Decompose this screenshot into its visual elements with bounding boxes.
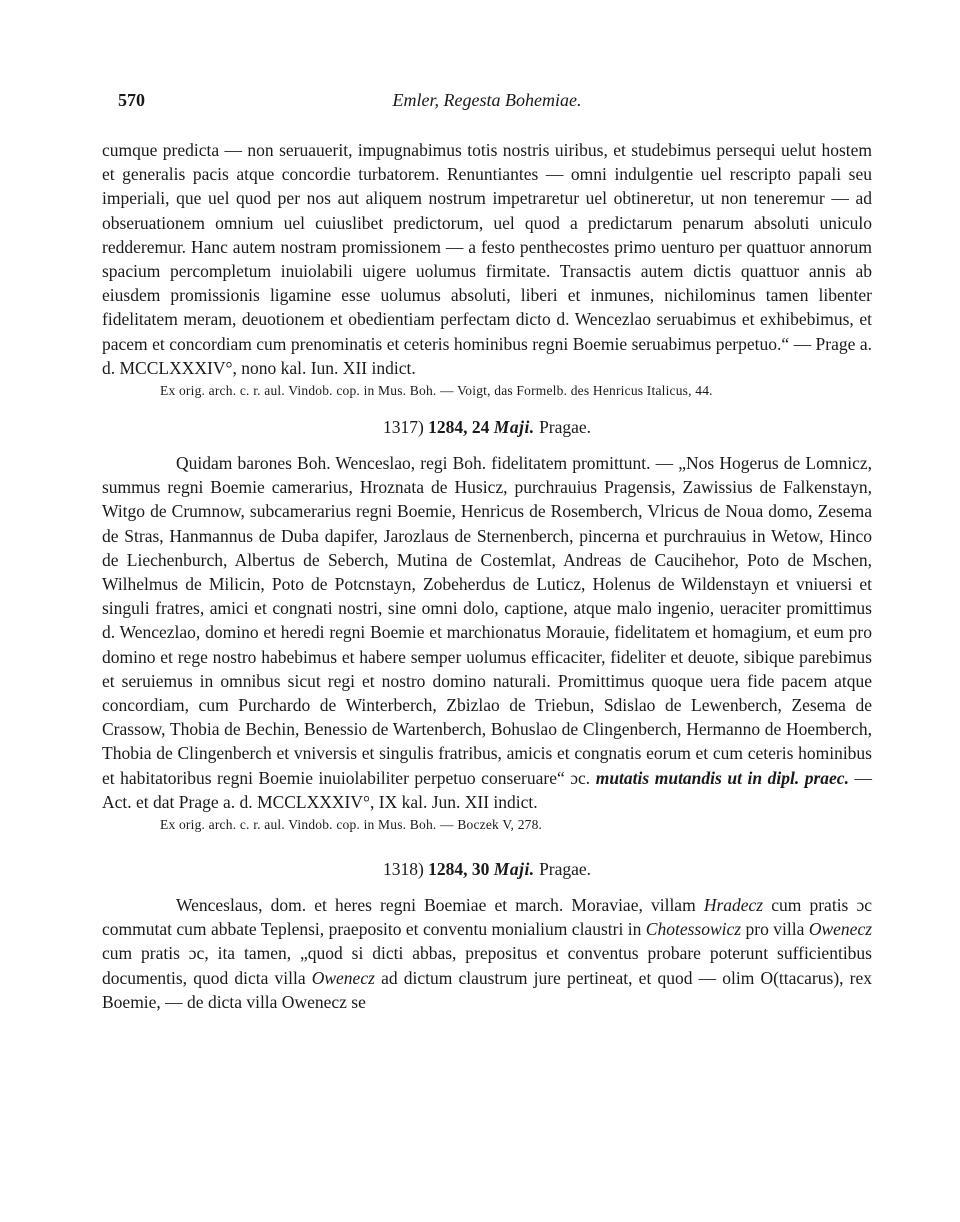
doc-1317-source-note: Ex orig. arch. c. r. aul. Vindob. cop. in Mus. Boh. — Boczek V, 278.	[160, 817, 543, 833]
continuation-paragraph: cumque predicta — non seruauerit, impugnabimus totis nostris uiribus, et studebimus persequi uelut hostem et generalis pacis atque concordie turbatorem. Renuntiantes — omni indulgentie uel rescripto papali seu imperiali, que uel quod per nos aut aliquem nostrum impetraretur uel obtineretur, ut non teneremur — ad obseruationem omnium uel cuiuslibet predictorum, uel quod a predictarum penarum absoluti uniculo redderemur. Hanc autem nostram promissionem — a festo penthecostes primo uenturo per quattuor annorum spacium percompletum inuiolabili uigere uolumus firmitate. Transactis autem dictis quattuor annis ab eiusdem promissionis ligamine esse uolumus absoluti, liberi et inmunes, nichilominus tamen libenter fidelitatem meram, deuotionem et obedientiam perfectam dicto d. Wencezlao seruabimus et exhibebimus, et pacem et concordiam cum prenominatis et ceteris hominibus regni Boemie seruabimus perpetuo.“ — Prage a. d. MCCLXXXIV°, nono kal. Iun. XII indict.	[102, 140, 872, 378]
page	[102, 86, 872, 1014]
doc-1317-text	[102, 451, 872, 814]
doc-1317-month: Maji.	[493, 417, 535, 438]
running-title: Emler, Regesta Bohemiae.	[392, 90, 582, 110]
doc-1318-place: Pragae.	[539, 859, 592, 880]
doc-1317-place: Pragae.	[539, 417, 592, 438]
place-name-owenecz: Owenecz	[808, 919, 873, 940]
doc-1317-number: 1317)	[382, 417, 424, 438]
doc-1317-text-main: Quidam barones Boh. Wenceslao, regi Boh. fidelitatem promittunt. — „Nos Hogerus de Lomnicz, summus regni Boemie camerarius, Hroznata de Husicz, purchrauius Pragensis, Zawissius de Falkenstayn, Witgo de Crumnow, subcamerarius regni Boemie, Henricus de Rosemberch, Vlricus de Noua domo, Zesema de Stras, Hanmannus de Duba dapifer, Jarozlaus de Sternenberch, pincerna et purchrauius in Wetow, Hinco de Liechenburch, Albertus de Seberch, Mutina de Costemlat, Andreas de Caucihehor, Poto de Mschen, Wilhelmus de Milicin, Poto de Potcnstayn, Zobeherdus de Luticz, Holenus de Wildenstayn et vniuersi et singuli fratres, amici et congnati nostri, sine omni dolo, captione, atque malo ingenio, ueraciter promittimus d. Wencezlao, domino et heredi regni Boemie et marchionatus Morauie, fidelitatem et homagium, et eum pro domino et rege nostro habebimus et habere semper uolumus efficaciter, fideliter et deuote, sibique parebimus et seruiemus in omnibus sicut regi et nostro domino naturali. Promittimus quoque uera fide pacem atque concordiam, cum Purchardo de Winterberch, Zbizlao de Triebun, Sdislao de Lewenberch, Zesema de Crassow, Thobia de Bechin, Benessio de Wartenberch, Bohuslao de Clingenberch, Hermanno de Hoemberch, Thobia de Clingenberch et vniversis et singulis fratribus, amicis et congnatis eorum et cum ceteris hominibus et habitatoribus regni Boemie inuiolabiliter perpetuo conseruare“ ɔc.	[102, 453, 872, 788]
doc-1318-text-part: Wenceslaus, dom. et heres regni Boemiae et march. Moraviae, villam	[176, 895, 696, 916]
doc-1318-text-part: ad dictum claustrum jure pertineat, et quod — olim O(ttacarus), rex Boemie, — de dicta villa Owenecz se	[102, 967, 873, 1012]
doc-1317-text-italic: mutatis mutandis ut in dipl. praec.	[595, 767, 849, 788]
doc-1318-text	[102, 893, 872, 1014]
place-name-hradecz: Hradecz	[703, 895, 764, 916]
doc-1318-number: 1318)	[382, 859, 424, 880]
doc-1317-text-end: — Act. et dat Prage a. d. MCCLXXXIV°, IX kal. Jun. XII indict.	[102, 767, 872, 812]
doc-1317-heading	[102, 415, 872, 439]
doc-1318-date: 1284, 30	[428, 859, 490, 880]
doc-1318-month: Maji.	[493, 859, 535, 880]
doc-1318-text-part: pro villa	[745, 919, 805, 940]
doc-1318-heading	[102, 857, 872, 881]
place-name-chotessowicz: Chotessowicz	[645, 919, 742, 940]
page-number: 570	[118, 90, 145, 110]
running-head	[102, 86, 872, 116]
doc-1318-text-part: cum pratis ɔc commutat cum abbate Teplensi, praeposito et conventu monialium claustri in	[102, 895, 873, 940]
continuation-source-note: Ex orig. arch. c. r. aul. Vindob. cop. in Mus. Boh. — Voigt, das Formelb. des Henricus Italicus, 44.	[160, 383, 713, 399]
doc-1317-date: 1284, 24	[428, 417, 490, 438]
doc-1318-text-part: cum pratis ɔc, ita tamen, „quod si dicti abbas, prepositus et conventus probare poterunt sufficientibus documentis, quod dicta villa	[102, 943, 872, 988]
place-name-owenecz: Owenecz	[311, 967, 375, 988]
